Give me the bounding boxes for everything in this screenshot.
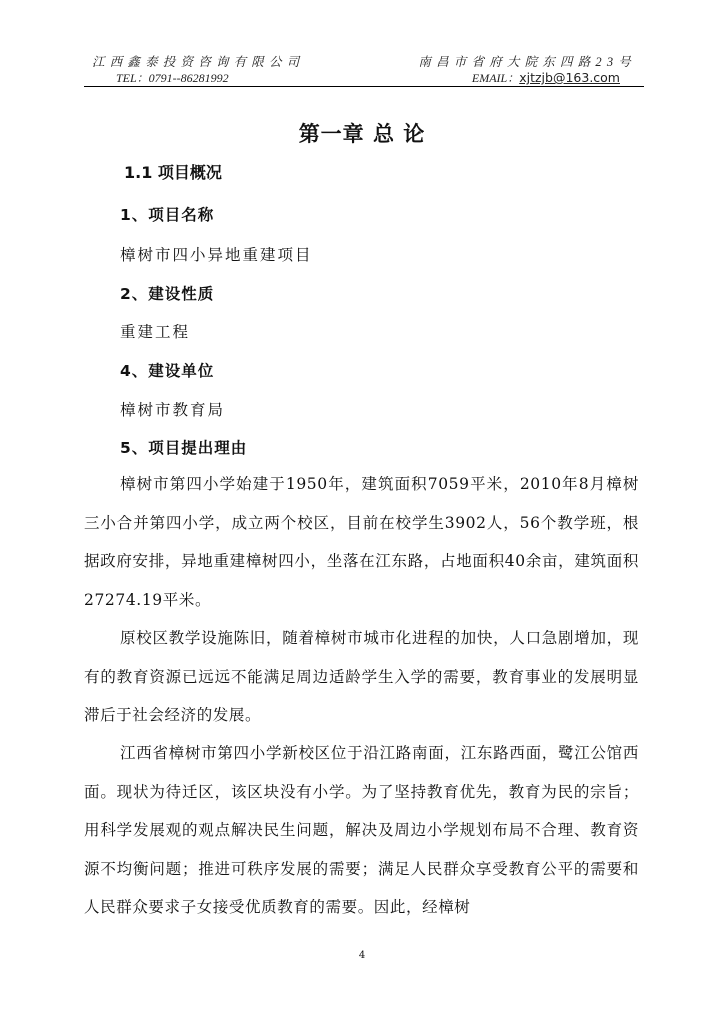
item-value-project-name: 樟树市四小异地重建项目 (120, 246, 313, 264)
section-title: 1.1 项目概况 (124, 163, 222, 182)
item-heading-construction-nature: 2、建设性质 (120, 285, 215, 303)
header-row-company (92, 52, 636, 70)
item-heading-project-reason: 5、项目提出理由 (120, 439, 248, 457)
page-number: 4 (358, 950, 366, 961)
company-tel: TEL：0791--86281992 (116, 71, 229, 85)
body-paragraph: 原校区教学设施陈旧，随着樟树市城市化进程的加快，人口急剧增加，现有的教育资源已远远不能满足周边适龄学生入学的需要，教育事业的发展明显滞后于社会经济的发展。 (84, 629, 639, 724)
chapter-title: 第一章 总 论 (298, 122, 426, 146)
company-address: 南昌市省府大院东四路23号 (418, 55, 636, 69)
company-name: 江西鑫泰投资咨询有限公司 (92, 55, 305, 69)
email-link[interactable]: xjtzjb@163.com (519, 70, 620, 85)
body-paragraph: 樟树市第四小学始建于1950年，建筑面积7059平米，2010年8月樟树三小合并第四小学，成立两个校区，目前在校学生3902人，56个教学班，根据政府安排，异地重建樟树四小，坐落在江东路，占地面积40余亩，建筑面积27274.19平米。 (84, 475, 639, 609)
item-heading-project-name: 1、项目名称 (120, 206, 215, 224)
item-value-construction-unit: 樟树市教育局 (120, 401, 226, 419)
item-value-construction-nature: 重建工程 (120, 323, 191, 341)
body-paragraph: 江西省樟树市第四小学新校区位于沿江路南面，江东路西面，鹭江公馆西面。现状为待迁区，该区块没有小学。为了坚持教育优先，教育为民的宗旨；用科学发展观的观点解决民生问题，解决及周边小学规划布局不合理、教育资源不均衡问题；推进可秩序发展的需要；满足人民群众享受教育公平的需要和人民群众要求子女接受优质教育的需要。因此，经樟树 (84, 744, 639, 916)
email-label: EMAIL： (471, 71, 520, 85)
page-header (84, 52, 644, 92)
header-divider (84, 86, 644, 87)
company-email-block (472, 69, 620, 86)
item-heading-construction-unit: 4、建设单位 (120, 362, 215, 380)
header-row-contact (116, 69, 620, 86)
